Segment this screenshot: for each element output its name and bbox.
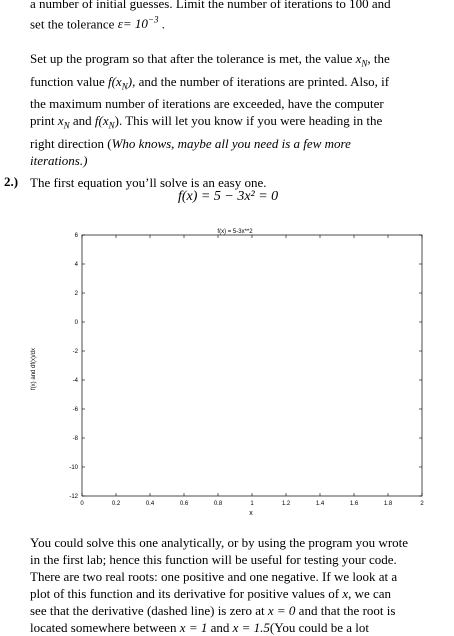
- text-span: ). This will let you know if you were heading in the: [114, 113, 383, 129]
- exponent: −3: [147, 15, 159, 25]
- x-tick-label: 0.8: [213, 501, 223, 507]
- x-tick-label: 0.6: [179, 501, 189, 507]
- math-span: [355, 51, 368, 69]
- text-span: and: [210, 620, 230, 635]
- x-axis-label: x: [249, 510, 253, 517]
- intro-line-2: [30, 12, 435, 32]
- y-tick-label: 0: [74, 320, 78, 326]
- text-span: right direction (: [30, 135, 112, 151]
- var: f(x: [94, 113, 109, 129]
- text-span: (You could be a lot: [269, 620, 369, 635]
- setup-paragraph: [30, 50, 435, 169]
- y-tick-label: 4: [74, 262, 78, 268]
- y-tick-label: -12: [69, 494, 78, 500]
- item-number: 2.): [4, 174, 19, 189]
- x-tick-label: 1.8: [383, 501, 393, 507]
- text-span: , the: [367, 51, 390, 66]
- analysis-line-1: You could solve this one analytically, or by using the program you wrote: [30, 535, 409, 550]
- y-tick-label: -10: [69, 465, 78, 471]
- text-span: and: [72, 113, 92, 129]
- intro-paragraph: [30, 0, 435, 32]
- x-tick-label: 1.4: [315, 501, 325, 507]
- analysis-line-6: [30, 619, 450, 636]
- x-tick-label: 1: [250, 501, 254, 507]
- x-tick-label: 2: [420, 501, 424, 507]
- text-span: Set up the program so that after the tolerance is met, the value: [30, 51, 353, 66]
- setup-line-3: the maximum number of iterations are exceeded, have the computer: [30, 96, 384, 112]
- analysis-line-4: [30, 585, 450, 602]
- x-tick-label: 1.6: [349, 501, 359, 507]
- setup-line-2: [30, 73, 435, 96]
- y-tick-label: 2: [74, 291, 78, 297]
- analysis-line-2: in the first lab; hence this function will be useful for testing your code.: [30, 552, 397, 567]
- text-span: and that the root is: [298, 603, 396, 618]
- y-tick-label: -6: [72, 407, 78, 413]
- analysis-line-5: [30, 602, 450, 619]
- math-span: [107, 73, 133, 92]
- italic-span: Who knows, maybe all you need is a few more: [111, 135, 351, 151]
- text-span: plot of this function and its derivative for positive values of: [30, 586, 340, 601]
- analysis-line-3: There are two real roots: one positive and one negative. If we look at a: [30, 569, 398, 584]
- var: f(x: [107, 73, 122, 89]
- subscript: N: [361, 58, 368, 69]
- math-span: x: [342, 586, 349, 601]
- text-span: print: [30, 113, 55, 129]
- text-span: located somewhere between: [30, 620, 177, 635]
- x-tick-label: 0.4: [145, 501, 155, 507]
- intro-line-1: a number of initial guesses. Limit the number of iterations to 100 and: [30, 0, 391, 11]
- math-span: [57, 113, 70, 131]
- text-span: set the tolerance: [30, 16, 115, 32]
- setup-line-1: [30, 50, 435, 73]
- y-tick-label: -4: [72, 378, 78, 384]
- y-tick-label: 6: [74, 233, 78, 239]
- text-span: , and the number of iterations are printed. Also, if: [132, 73, 390, 89]
- x-tick-label: 0: [80, 501, 84, 507]
- y-axis-label: f(x) and df(x)/dx: [31, 347, 37, 391]
- math-span: x = 1: [179, 620, 208, 635]
- text-span: , we can: [348, 586, 392, 601]
- plot-frame: [82, 235, 422, 496]
- item-text: The first equation you’ll solve is an easy one.: [30, 175, 267, 190]
- italic-span: iterations.): [30, 152, 88, 168]
- y-tick-label: -8: [72, 436, 78, 442]
- chart-title: f(x) = 5-3x**2: [217, 229, 253, 235]
- setup-line-6: [30, 152, 435, 169]
- text-span: see that the derivative (dashed line) is zero at: [30, 603, 265, 618]
- math-span: x = 0: [267, 603, 296, 618]
- tolerance-math: [118, 16, 159, 31]
- subscript: N: [63, 120, 70, 131]
- var: x: [57, 113, 64, 129]
- var: x: [355, 51, 362, 66]
- math-span: [94, 113, 115, 131]
- math-span: ε= 10: [117, 16, 148, 32]
- setup-line-5: [30, 135, 435, 152]
- x-tick-label: 0.2: [111, 501, 121, 507]
- subscript: N: [121, 81, 128, 92]
- function-plot: [20, 224, 430, 524]
- x-tick-label: 1.2: [281, 501, 291, 507]
- math-span: x = 1.5: [232, 620, 270, 635]
- y-tick-label: -2: [72, 349, 78, 355]
- equation: f(x) = 5 − 3x² = 0: [178, 189, 279, 204]
- text-span: .: [161, 16, 165, 32]
- analysis-paragraph: [30, 534, 450, 636]
- var: ): [127, 73, 133, 89]
- plot-axes: [69, 233, 424, 507]
- subscript: N: [108, 120, 115, 131]
- text-span: function value: [30, 73, 105, 89]
- setup-line-4: [30, 112, 435, 135]
